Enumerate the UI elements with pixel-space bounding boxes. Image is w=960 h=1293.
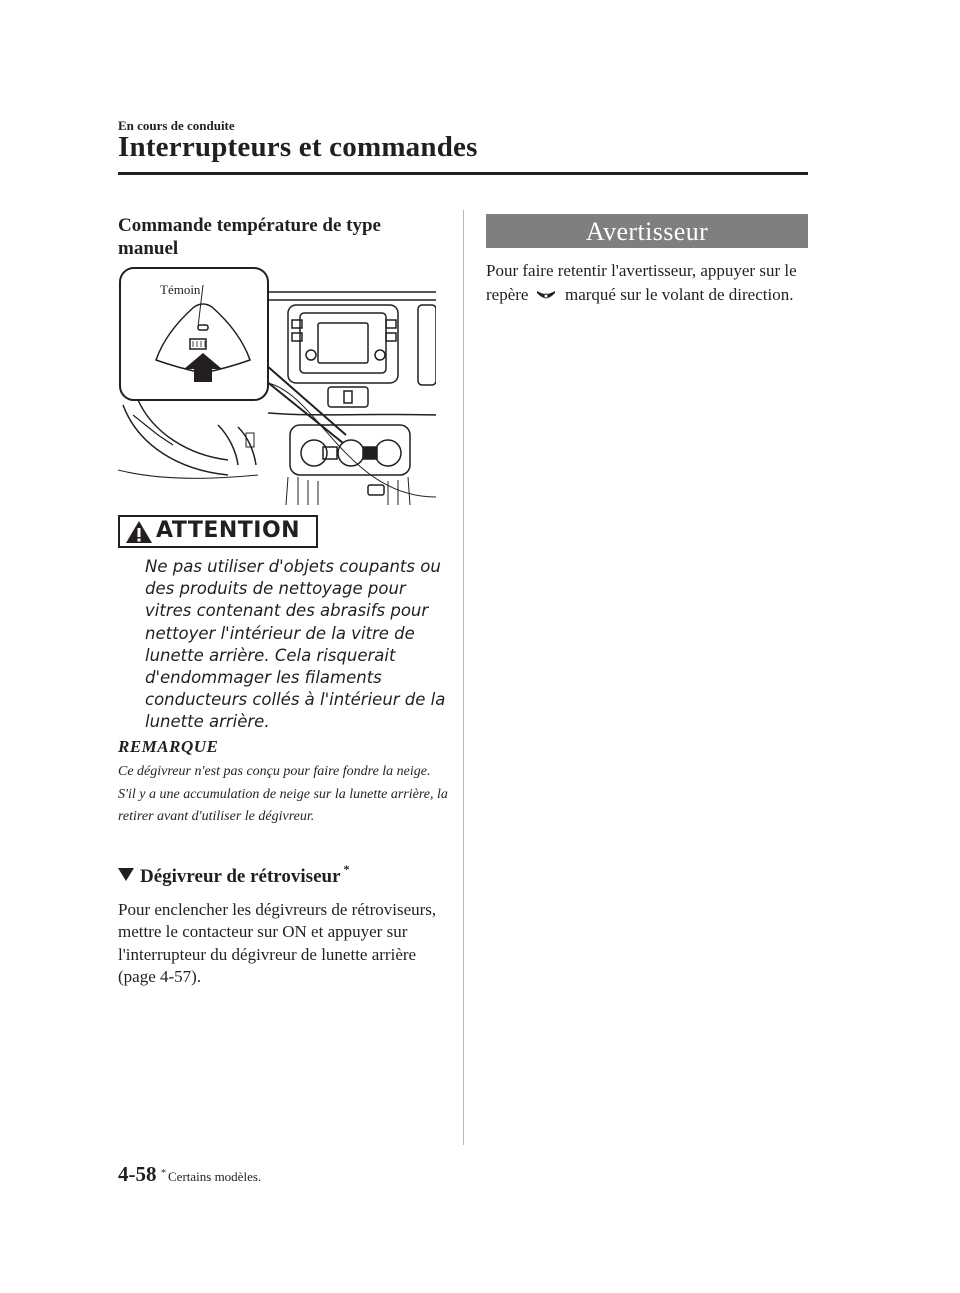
remarque-text: Ce dégivreur n'est pas conçu pour faire fondre la neige. S'il y a une accumulation de neige sur la lunette arrière, la retirer avant d'utiliser le dégivreur.	[118, 764, 448, 824]
attention-text: Ne pas utiliser d'objets coupants ou des produits de nettoyage pour vitres contenant des abrasifs pour nettoyer l'intérieur de la vitre de lunette arrière. Cela risquerait d'endommager les filaments conducteurs collés à l'intérieur de la lunette arrière.	[145, 557, 446, 732]
mirror-defroster-text: Pour enclencher les dégivreurs de rétroviseurs, mettre le contacteur sur ON et appuyer sur l'interrupteur du dégivreur de lunette arrière (page 4-57).	[118, 900, 437, 987]
remarque-label: REMARQUE	[118, 737, 219, 756]
asterisk-icon: *	[343, 862, 350, 876]
section-title: En cours de conduite	[118, 118, 235, 133]
horn-icon	[535, 289, 557, 301]
chapter-title: Interrupteurs et commandes	[118, 131, 478, 163]
header-rule	[118, 172, 808, 175]
temoin-label: Témoin	[160, 282, 201, 297]
horn-instructions: Pour faire retentir l'avertisseur, appuyer sur le repère marqué sur le volant de direction.	[486, 261, 797, 304]
warning-icon	[124, 519, 154, 545]
triangle-down-icon	[118, 868, 134, 881]
footnote: * Certains modèles.	[161, 1168, 262, 1184]
dashboard-illustration	[118, 265, 436, 505]
column-divider	[463, 210, 464, 1145]
subheading-manual-temp: Commande température de type manuel	[118, 215, 381, 259]
asterisk-icon: *	[161, 1168, 166, 1179]
banner-title: Avertisseur	[585, 217, 709, 246]
attention-label: ATTENTION	[156, 518, 301, 543]
page-number: 4-58	[118, 1162, 157, 1186]
mirror-defroster-heading: Dégivreur de rétroviseur *	[118, 862, 350, 888]
